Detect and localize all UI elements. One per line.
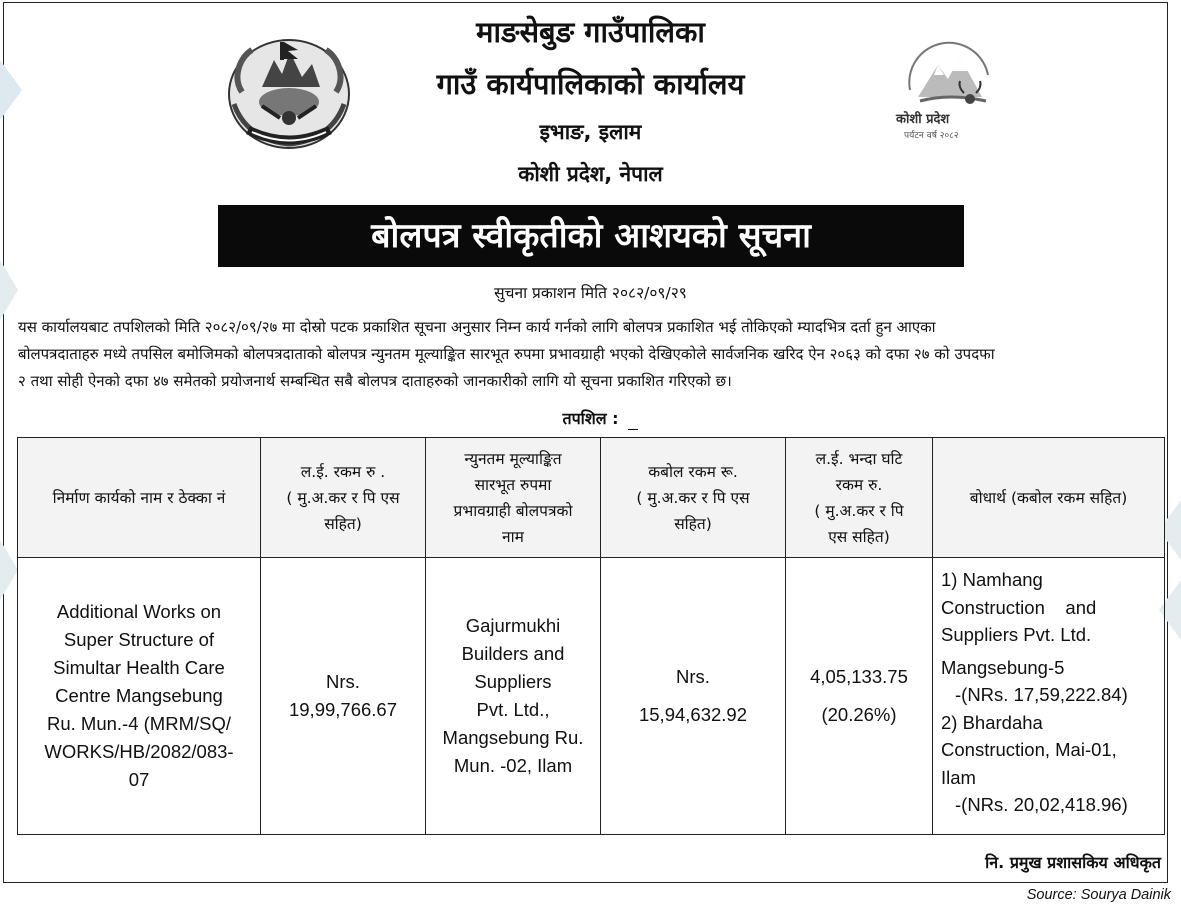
cc-text: Construction, Mai-01,	[941, 739, 1117, 760]
cc-text: 1) Namhang	[941, 569, 1043, 590]
municipality-name: माङसेबुङ गाउँपालिका	[476, 15, 705, 49]
header-text: नाम	[502, 527, 524, 546]
cc-text: Construction and	[941, 596, 1097, 618]
cell-text: 07	[128, 769, 150, 790]
cell-text: Mangsebung Ru.	[442, 727, 584, 748]
cell-text: 15,94,632.92	[638, 704, 748, 725]
cc-amount: -(NRs. 20,02,418.96)	[955, 794, 1128, 815]
intro-line: २ तथा सोही ऐनको दफा ४७ समेतको प्रयोजनार्थ सम्बन्धित सबै बोलपत्र दाताहरुको जानकारीको लागि यो सूचना प्रकाशित गरिएको छ।	[18, 372, 732, 390]
notice-title: बोलपत्र स्वीकृतीको आशयको सूचना	[218, 205, 964, 267]
cell-text: 4,05,133.75	[810, 666, 908, 687]
cell-text: Centre Mangsebung	[55, 685, 223, 706]
cc-text: Ilam	[941, 766, 976, 788]
signatory-title: नि. प्रमुख प्रशासकिय अधिकृत	[985, 853, 1161, 872]
header-text: प्रभावग्राही बोलपत्रको	[453, 501, 573, 520]
header-text: कबोल रकम रू.	[648, 462, 738, 481]
header-text: न्युनतम मूल्याङ्कित	[464, 449, 562, 468]
cell-text: (20.26%)	[821, 704, 897, 725]
intro-line: यस कार्यालयबाट तपशिलको मिति २०८२/०९/२७ मा दोस्रो पटक प्रकाशित सूचना अनुसार निम्न कार्य गर्नको लागि बोलपत्र प्रकाशित भई तोकिएको म्यादभित्र दर्ता हुन आएका	[18, 318, 936, 336]
table-header-row	[18, 438, 1165, 558]
province-country: कोशी प्रदेश, नेपाल	[518, 162, 663, 186]
header-text: रकम रु.	[835, 475, 883, 494]
header-lowest-bidder	[426, 438, 601, 558]
cell-text: 19,99,766.67	[288, 699, 398, 720]
details-label: तपशिल :	[562, 409, 619, 428]
cc-cell	[933, 558, 1165, 835]
header-text: सहित)	[674, 514, 712, 533]
cell-text: Simultar Health Care	[53, 657, 225, 678]
details-underline	[628, 429, 638, 430]
cell-text: Builders and	[461, 643, 565, 664]
cell-text: Additional Works on	[56, 601, 222, 622]
header-text: सहित)	[324, 514, 362, 533]
bid-details-table	[17, 437, 1165, 835]
header-text: ( मु.अ.कर र पि एस	[636, 488, 750, 507]
intro-paragraph	[18, 314, 1166, 395]
table-row	[18, 558, 1165, 835]
cc-text: Suppliers Pvt. Ltd.	[941, 624, 1092, 645]
bid-amount-cell	[601, 558, 786, 835]
cc-amount: -(NRs. 17,59,222.84)	[955, 684, 1128, 705]
cell-text: Pvt. Ltd.,	[476, 699, 550, 720]
cell-text: Suppliers	[474, 671, 552, 692]
publication-date: सुचना प्रकाशन मिति २०८२/०९/२९	[494, 284, 687, 302]
header-text: ल.ई. रकम रु .	[300, 462, 386, 481]
cell-text: Gajurmukhi	[465, 615, 561, 636]
header-bid-amount	[601, 438, 786, 558]
header-cost-estimate	[261, 438, 426, 558]
intro-line: बोलपत्रदाताहरु मध्ये तपसिल बमोजिमको बोलपत्रदाताको बोलपत्र न्युनतम मूल्याङ्कित सारभूत रुपमा प्रभावग्राही भएको देखिएकोले सार्वजनिक खरिद ऐन २०६३ को दफा २७ को उपदफा	[18, 345, 995, 363]
cell-text: Mun. -02, Ilam	[453, 755, 573, 776]
office-name: गाउँ कार्यपालिकाको कार्यालय	[436, 67, 745, 101]
header-text: बोधार्थ (कबोल रकम सहित)	[969, 488, 1128, 507]
header-text: ( मु.अ.कर र पि एस	[286, 488, 400, 507]
header-text: एस सहित)	[828, 527, 890, 546]
cost-estimate-cell	[261, 558, 426, 835]
office-address: इभाङ, इलाम	[539, 120, 642, 144]
cc-text: Mangsebung-5	[941, 656, 1065, 678]
cell-text: WORKS/HB/2082/083-	[44, 741, 234, 762]
logo-text-line2: पर्यटन वर्ष २०८२	[904, 131, 959, 141]
header-text: निर्माण कार्यको नाम र ठेक्का नं	[52, 488, 226, 507]
lowest-bidder-cell	[426, 558, 601, 835]
cell-text: Nrs.	[326, 671, 360, 692]
logo-text-line1: कोशी प्रदेश	[896, 112, 950, 127]
cell-text: Nrs.	[676, 666, 710, 687]
cell-text: Super Structure of	[63, 629, 215, 650]
header-text: ( मु.अ.कर र पि	[814, 501, 904, 520]
header-text: ल.ई. भन्दा घटि	[815, 449, 903, 468]
less-than-estimate-cell	[786, 558, 933, 835]
header-work-name	[18, 438, 261, 558]
cc-text: 2) Bhardaha	[941, 711, 1043, 733]
source-credit: Source: Sourya Dainik	[1026, 887, 1171, 903]
header-text: सारभूत रुपमा	[474, 475, 552, 494]
header-less-than-estimate	[786, 438, 933, 558]
cell-text: Ru. Mun.-4 (MRM/SQ/	[47, 713, 231, 734]
work-name-cell	[18, 558, 261, 835]
header-cc	[933, 438, 1165, 558]
